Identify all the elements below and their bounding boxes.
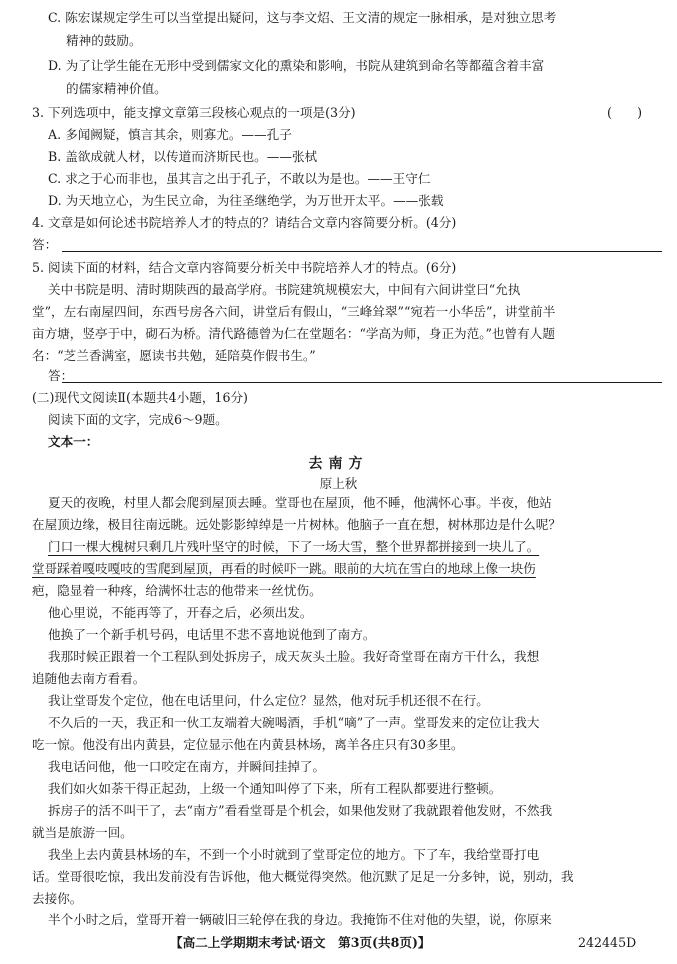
q3-option-a: A. 多闻阙疑，慎言其余，则寡尤。——孔子 [48, 127, 292, 142]
story-line: 在屋顶边缘，极目往南远眺。远处影影绰绰是一片树林。他脑子一直在想，树林那边是什么呢？ [32, 517, 561, 532]
text1-label: 文本一： [48, 434, 99, 449]
exam-code: 242445D [578, 935, 637, 950]
story-line: 我让堂哥发个定位，他在电话里问，什么定位？显然，他对玩手机还很不在行。 [48, 693, 489, 708]
q4-stem: 4. 文章是如何论述书院培养人才的特点的？请结合文章内容简要分析。(4分) [32, 215, 457, 230]
story-line: 疤，隐显着一种疼，给满怀壮志的他带来一丝忧伤。 [32, 583, 322, 598]
q3-stem [32, 102, 662, 124]
story-line: 我那时候正跟着一个工程队到处拆房子，成天灰头土脸。我好奇堂哥在南方干什么，我想 [48, 649, 540, 664]
story-line-underlined: 堂哥踩着嘎吱嘎吱的雪爬到屋顶，再看的时候吓一跳。眼前的大坑在雪白的地球上像一块伤 [32, 561, 536, 576]
q5-material-line: 关中书院是明、清时期陕西的最高学府。书院建筑规模宏大，中间有六间讲堂曰“允执 [48, 282, 521, 297]
q4-answer-label: 答： [32, 237, 58, 252]
q3-option-c: C. 求之于心而非也，虽其言之出于孔子，不敢以为是也。——王守仁 [48, 171, 431, 186]
story-line-underlined: 门口一棵大槐树只剩几片残叶坚守的时候，下了一场大雪，整个世界都拼接到一块儿了。 [48, 539, 540, 554]
answer-rule [62, 251, 662, 252]
section-heading: (二)现代文阅读Ⅱ(本题共4小题，16分) [32, 390, 248, 405]
q5-answer-line [32, 365, 662, 387]
q3-option-b: B. 盖欲成就人材，以传道而济斯民也。——张栻 [48, 149, 318, 164]
story-line: 他换了一个新手机号码，电话里不悲不喜地说他到了南方。 [48, 627, 376, 642]
story-line: 他心里说，不能再等了，开春之后，必须出发。 [48, 605, 313, 620]
story-line: 就当是旅游一回。 [32, 825, 133, 840]
story-line: 话。堂哥很吃惊，我出发前没有告诉他，他大概觉得突然。他沉默了足足一分多钟，说，别动，我 [32, 869, 574, 884]
q2-option-d: D. 为了让学生能在无形中受到儒家文化的熏染和影响，书院从建筑到命名等都蕴含着丰富 [48, 58, 545, 73]
q2-option-c: C. 陈宏谋规定学生可以当堂提出疑问，这与李文炤、王文清的规定一脉相承，是对独立思考 [48, 10, 557, 25]
story-author: 原上秋 [319, 476, 358, 491]
story-line: 追随他去南方看看。 [32, 671, 146, 686]
q3-option-d: D. 为天地立心，为生民立命，为往圣继绝学，为万世开太平。——张载 [48, 193, 444, 208]
q5-answer-label: 答： [48, 368, 74, 383]
q5-stem: 5. 阅读下面的材料，结合文章内容简要分析关中书院培养人才的特点。(6分) [32, 260, 457, 275]
q5-material-line: 堂”，左右南屋四间，东西号房各六间，讲堂后有假山，“三峰耸翠”“宛若一小华岳”，讲堂前半 [32, 304, 556, 319]
story-line: 不久后的一天，我正和一伙工友端着大碗喝酒，手机“嘀”了一声。堂哥发来的定位让我大 [48, 715, 540, 730]
answer-rule [62, 382, 662, 383]
q5-material-line: 亩方塘，竖亭于中，砌石为桥。清代路德曾为仁在堂题名：“学高为师，身正为范。”也曾有人题 [32, 326, 555, 341]
page-footer: 【高二上学期期末考试·语文 第3页(共8页)】 [170, 935, 431, 950]
q2-option-d-continued: 的儒家精神价值。 [66, 81, 167, 96]
story-line: 吃一惊。他没有出内黄县，定位显示他在内黄县林场，离羊各庄只有30多里。 [32, 737, 464, 752]
story-title: 去南方 [308, 456, 369, 472]
story-line: 夏天的夜晚，村里人都会爬到屋顶去睡。堂哥也在屋顶，他不睡，他满怀心事。半夜，他站 [48, 495, 552, 510]
q3-answer-bracket: ( ) [606, 105, 642, 120]
q3-stem-text: 3. 下列选项中，能支撑文章第三段核心观点的一项是(3分) [32, 105, 356, 120]
story-line: 半个小时之后，堂哥开着一辆破旧三轮停在我的身边。我掩饰不住对他的失望，说，你原来 [48, 912, 552, 927]
section-instruction: 阅读下面的文字，完成6～9题。 [48, 412, 228, 427]
q5-material-line: 名：“芝兰香满室，愿读书共勉，延陪莫作假书生。” [32, 348, 316, 363]
story-line: 拆房子的活不叫干了，去“南方”看看堂哥是个机会，如果他发财了我就跟着他发财，不然我 [48, 803, 553, 818]
story-line: 去接你。 [32, 891, 83, 906]
story-line: 我电话问他，他一口咬定在南方，并瞬间挂掉了。 [48, 759, 326, 774]
story-line: 我们如火如荼干得正起劲，上级一个通知叫停了下来，所有工程队都要进行整顿。 [48, 781, 502, 796]
q2-option-c-continued: 精神的鼓励。 [66, 33, 142, 48]
story-line: 我坐上去内黄县林场的车，不到一个小时就到了堂哥定位的地方。下了车，我给堂哥打电 [48, 847, 540, 862]
q4-answer-line [32, 234, 662, 256]
